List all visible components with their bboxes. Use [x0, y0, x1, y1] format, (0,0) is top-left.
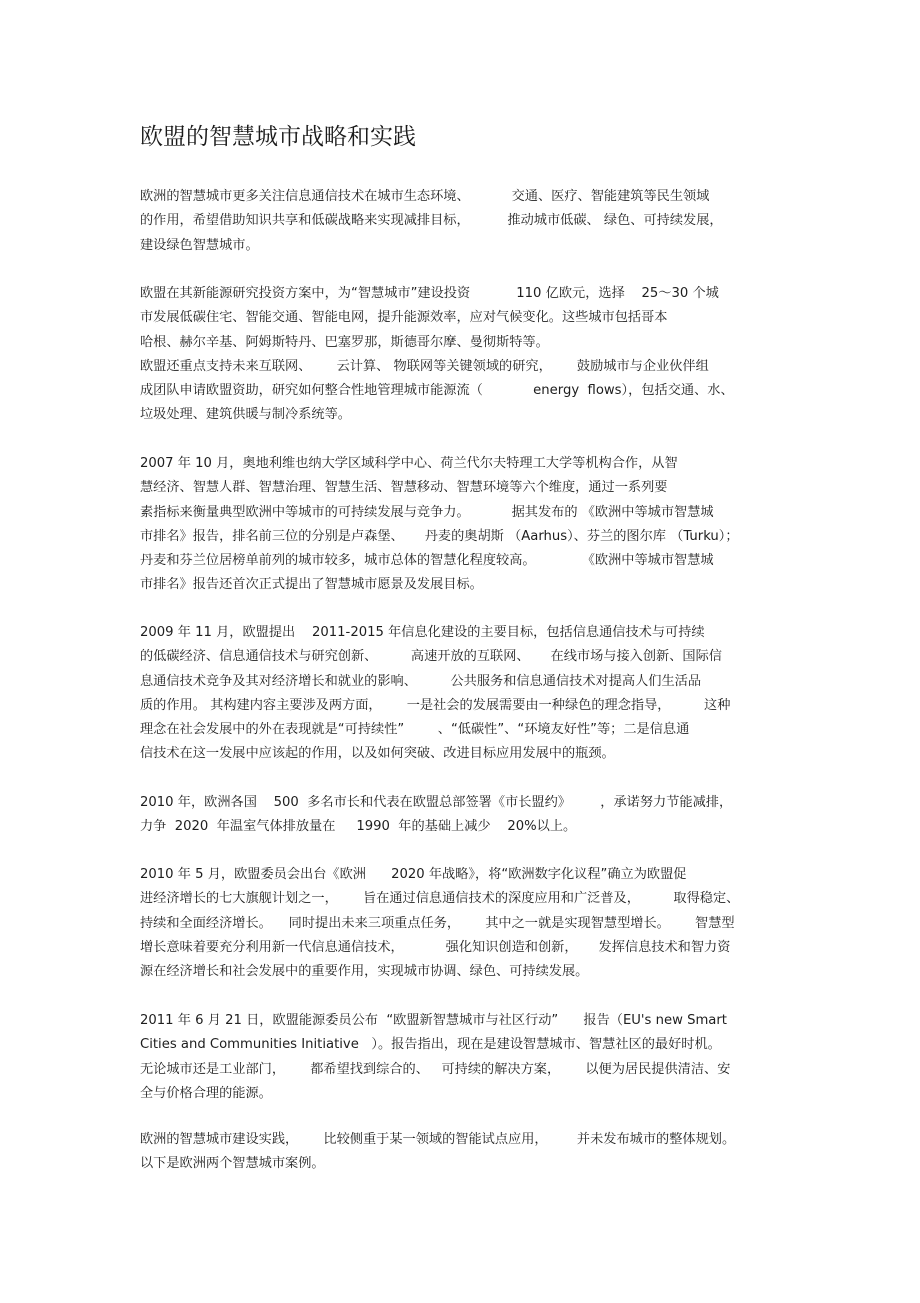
text-line: 质的作用。 其构建内容主要涉及两方面， 一是社会的发展需要由一种绿色的理念指导， 这种 [140, 697, 731, 713]
text-line: 2009 年 11 月，欧盟提出 2011-2015 年信息化建设的主要目标，包括信息通信技术与可持续 [140, 625, 705, 640]
text-line: 2010 年 5 月，欧盟委员会出台《欧洲 2020 年战略》，将“欧洲数字化议程”确立为欧盟促 [140, 867, 687, 882]
text-line: 信技术在这一发展中应该起的作用，以及如何突破、改进目标应用发展中的瓶颈。 [140, 746, 615, 762]
text-line: 的作用，希望借助知识共享和低碳战略来实现减排目标， 推动城市低碳、 绿色、可持续发展， [140, 213, 723, 229]
text-line: 息通信技术竞争及其对经济增长和就业的影响、 公共服务和信息通信技术对提高人们生活品 [140, 673, 702, 689]
text-line: 2007 年 10 月，奥地利维也纳大学区域科学中心、荷兰代尔夫特理工大学等机构合作，从智 [140, 456, 678, 471]
text-line: 以下是欧洲两个智慧城市案例。 [140, 1156, 325, 1172]
text-line: 哈根、赫尔辛基、阿姆斯特丹、巴塞罗那，斯德哥尔摩、曼彻斯特等。 [140, 334, 549, 350]
text-line: 持续和全面经济增长。 同时提出未来三项重点任务， 其中之一就是实现智慧型增长。 智慧型 [140, 915, 735, 931]
paragraph-practice-summary [140, 1128, 735, 1177]
text-line: 市排名》报告还首次正式提出了智慧城市愿景及发展目标。 [140, 577, 483, 593]
paragraph-2010-covenant [140, 791, 732, 840]
text-line: 丹麦和芬兰位居榜单前列的城市较多，城市总体的智慧化程度较高。 《欧洲中等城市智慧城 [140, 553, 714, 569]
paragraph-2007-ranking [140, 452, 739, 598]
text-line: 成团队申请欧盟资助，研究如何整合性地管理城市能源流（ energy flows），包括交通、水、 [140, 383, 734, 399]
text-line: 素指标来衡量典型欧洲中等城市的可持续发展与竞争力。 据其发布的 《欧洲中等城市智慧城 [140, 504, 714, 520]
text-line: 2011 年 6 月 21 日，欧盟能源委员公布 “欧盟新智慧城市与社区行动” 报告（EU's new Smart [140, 1013, 727, 1028]
text-line: 全与价格合理的能源。 [140, 1085, 272, 1101]
paragraph-focus-ict [140, 185, 723, 258]
text-line: 市发展低碳住宅、智能交通、智能电网，提升能源效率，应对气候变化。这些城市包括哥本 [140, 310, 668, 326]
text-line: 慧经济、智慧人群、智慧治理、智慧生活、智慧移动、智慧环境等六个维度，通过一系列要 [140, 480, 668, 496]
text-line: 增长意味着要充分利用新一代信息通信技术， 强化知识创造和创新， 发挥信息技术和智力资 [140, 939, 731, 955]
text-line: 欧洲的智慧城市更多关注信息通信技术在城市生态环境、 交通、医疗、智能建筑等民生领域 [140, 189, 710, 204]
text-line: 垃圾处理、建筑供暖与制冷系统等。 [140, 407, 351, 423]
page-title: 欧盟的智慧城市战略和实践 [140, 124, 416, 150]
paragraph-investment [140, 282, 734, 428]
text-line: 无论城市还是工业部门， 都希望找到综合的、 可持续的解决方案， 以便为居民提供清洁、安 [140, 1061, 731, 1077]
text-line: 进经济增长的七大旗舰计划之一， 旨在通过信息通信技术的深度应用和广泛普及， 取得稳定、 [140, 891, 740, 907]
paragraph-2009-goals [140, 621, 730, 767]
paragraph-2011-initiative [140, 1009, 730, 1106]
text-line: 源在经济增长和社会发展中的重要作用，实现城市协调、绿色、可持续发展。 [140, 964, 589, 980]
text-line: Cities and Communities Initiative ）。报告指出，现在是建设智慧城市、智慧社区的最好时机。 [140, 1037, 721, 1053]
text-line: 理念在社会发展中的外在表现就是“可持续性” 、“低碳性”、“环境友好性”等；二是信息通 [140, 722, 690, 738]
text-line: 2010 年，欧洲各国 500 多名市长和代表在欧盟总部签署《市长盟约》 ，承诺努力节能减排， [140, 795, 733, 810]
text-line: 欧盟还重点支持未来互联网、 云计算、 物联网等关键领域的研究， 鼓励城市与企业伙伴组 [140, 358, 709, 374]
text-line: 的低碳经济、信息通信技术与研究创新、 高速开放的互联网、 在线市场与接入创新、国际信 [140, 649, 722, 665]
text-line: 力争 2020 年温室气体排放量在 1990 年的基础上减少 20%以上。 [140, 819, 577, 835]
text-line: 建设绿色智慧城市。 [140, 237, 259, 253]
text-line: 市排名》报告，排名前三位的分别是卢森堡、 丹麦的奥胡斯 （Aarhus）、芬兰的图尔库 （Turku）； [140, 528, 739, 544]
text-line: 欧洲的智慧城市建设实践， 比较侧重于某一领域的智能试点应用， 并未发布城市的整体规划。 [140, 1132, 736, 1147]
text-line: 欧盟在其新能源研究投资方案中，为“智慧城市”建设投资 110 亿欧元，选择 25～30 个城 [140, 286, 719, 301]
paragraph-2010-strategy [140, 863, 739, 984]
